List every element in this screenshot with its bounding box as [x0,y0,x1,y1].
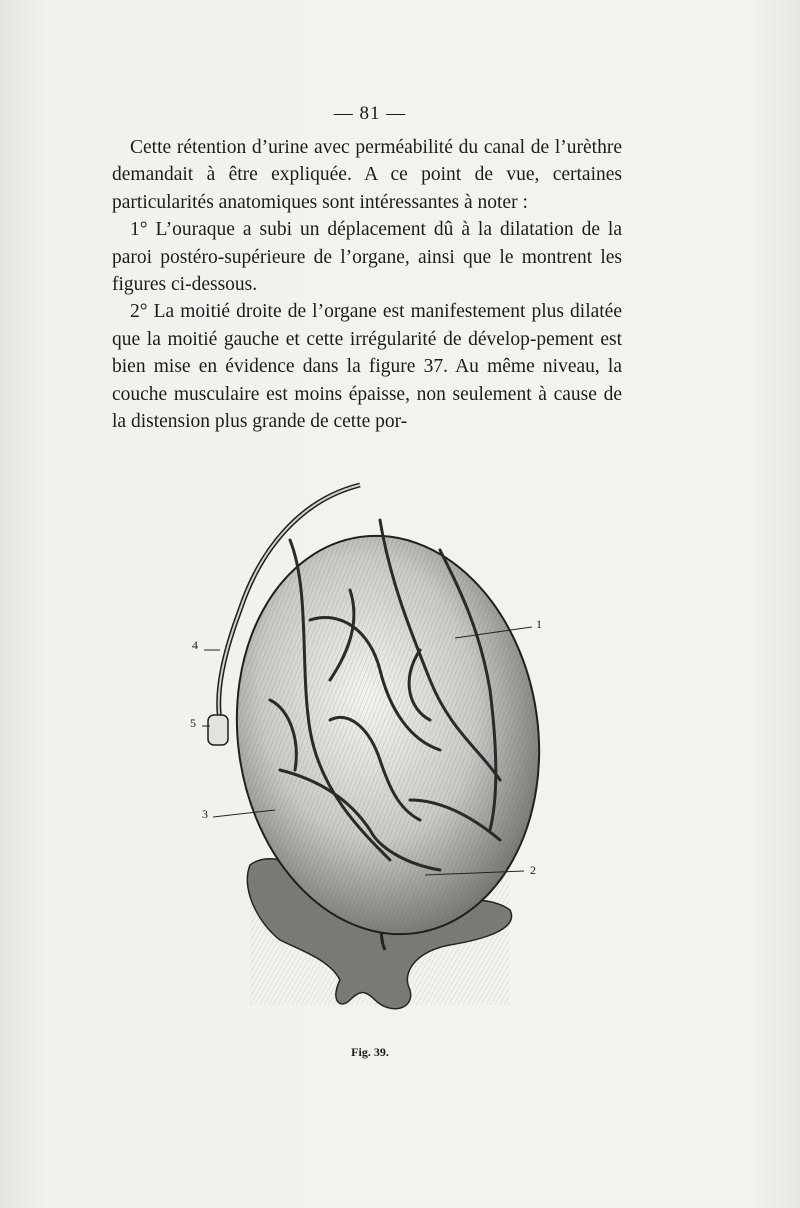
paragraph: Cette rétention d’urine avec perméabilité du canal de l’urèthre demandait à être expliquée. A ce point de vue, certaines particularités anatomiques sont intéressantes à noter : [112,137,622,213]
figure-label: 1 [536,617,542,631]
figure-label: 2 [530,863,536,877]
paragraph: 2° La moitié droite de l’organe est manifestement plus dilatée que la moitié gauche et cette irrégularité de dévelop-pement est bien mise en évidence dans la figure 37. Au même niveau, la couche musculaire est moins épaisse, non seulement à cause de la distension plus grande de cette por- [112,301,622,433]
figure-label: 5 [190,716,196,730]
anatomical-figure [180,470,560,1030]
body-text [112,134,622,435]
paragraph: 1° L’ouraque a subi un déplacement dû à la dilatation de la paroi postéro-supérieure de l’organe, ainsi que le montrent les figures ci-dessous. [112,219,622,296]
page-number: — 81 — [333,103,407,124]
bladder-engraving [180,470,560,1030]
figure-label: 4 [192,638,198,652]
figure-caption: Fig. 39. [351,1045,389,1059]
figure-label: 3 [202,807,208,821]
